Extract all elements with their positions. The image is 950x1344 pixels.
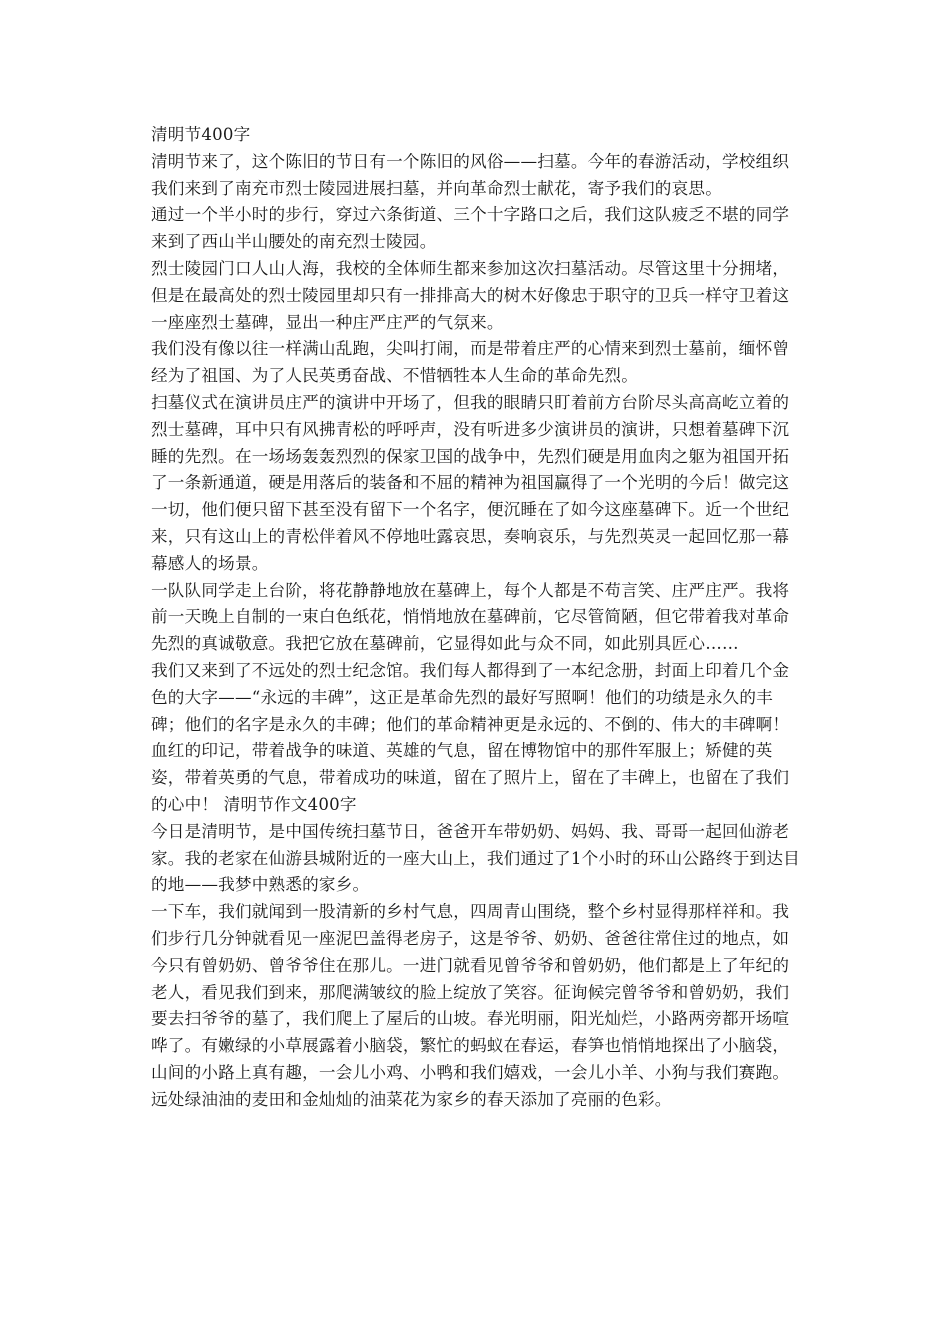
paragraph: 通过一个半小时的步行，穿过六条街道、三个十字路口之后，我们这队疲乏不堪的同学来到了西山半山腰处的南充烈士陵园。: [151, 205, 790, 252]
paragraph: 扫墓仪式在演讲员庄严的演讲中开场了，但我的眼睛只盯着前方台阶尽头高高屹立着的烈士墓碑，耳中只有风拂青松的呼呼声，没有听进多少演讲员的演讲，只想着墓碑下沉睡的先烈。在一场场轰轰烈烈的保家卫国的战争中，先烈们硬是用血肉之躯为祖国开拓了一条新通道，硬是用落后的装备和不屈的精神为祖国赢得了一个光明的今后！做完这一切，他们便只留下甚至没有留下一个名字，便沉睡在了如今这座墓碑下。近一个世纪来，只有这山上的青松伴着风不停地吐露哀思，奏响哀乐，与先烈英灵一起回忆那一幕幕感人的场景。: [151, 392, 790, 573]
document-title: 清明节400字: [151, 125, 251, 144]
paragraph: 我们又来到了不远处的烈士纪念馆。我们每人都得到了一本纪念册，封面上印着几个金色的大字——“永远的丰碑”，这正是革命先烈的最好写照啊！他们的功绩是永久的丰碑；他们的名字是永久的丰碑；他们的革命精神更是永远的、不倒的、伟大的丰碑啊！: [151, 660, 790, 734]
paragraph: 血红的印记，带着战争的味道、英雄的气息，留在博物馆中的那件军服上；矫健的英姿，带着英勇的气息，带着成功的味道，留在了照片上，留在了丰碑上，也留在了我们的心中！ 清明节作文400字: [151, 741, 790, 814]
paragraph: 烈士陵园门口人山人海，我校的全体师生都来参加这次扫墓活动。尽管这里十分拥堵，但是在最高处的烈士陵园里却只有一排排高大的树木好像忠于职守的卫兵一样守卫着这一座座烈士墓碑，显出一种庄严庄严的气氛来。: [151, 258, 790, 332]
paragraph: 家。我的老家在仙游县城附近的一座大山上，我们通过了1个小时的环山公路终于到达目的地——我梦中熟悉的家乡。: [151, 848, 800, 895]
paragraph: 清明节来了，这个陈旧的节日有一个陈旧的风俗——扫墓。今年的春游活动，学校组织我们来到了南充市烈士陵园进展扫墓，并向革命烈士献花，寄予我们的哀思。: [151, 151, 790, 198]
paragraph: 一下车，我们就闻到一股清新的乡村气息，四周青山围绕，整个乡村显得那样祥和。我们步行几分钟就看见一座泥巴盖得老房子，这是爷爷、奶奶、爸爸往常住过的地点，如今只有曾奶奶、曾爷爷住在那儿。一进门就看见曾爷爷和曾奶奶，他们都是上了年纪的老人，看见我们到来，那爬满皱纹的脸上绽放了笑容。征询候完曾爷爷和曾奶奶，我们要去扫爷爷的墓了，我们爬上了屋后的山坡。春光明丽，阳光灿烂，小路两旁都开场喧哗了。有嫩绿的小草展露着小脑袋，繁忙的蚂蚁在春运，春笋也悄悄地探出了小脑袋，山间的小路上真有趣，一会儿小鸡、小鸭和我们嬉戏，一会儿小羊、小狗与我们赛跑。远处绿油油的麦田和金灿灿的油菜花为家乡的春天添加了亮丽的色彩。: [151, 902, 790, 1109]
paragraph: 今日是清明节，是中国传统扫墓节日，爸爸开车带奶奶、妈妈、我、哥哥一起回仙游老: [151, 821, 790, 841]
paragraph: 一队队同学走上台阶，将花静静地放在墓碑上，每个人都是不苟言笑、庄严庄严。我将前一天晚上自制的一束白色纸花，悄悄地放在墓碑前，它尽管简陋，但它带着我对革命先烈的真诚敬意。我把它放在墓碑前，它显得如此与众不同，如此别具匠心……: [151, 580, 790, 654]
document-body: [151, 122, 802, 1113]
paragraph: 我们没有像以往一样满山乱跑，尖叫打闹，而是带着庄严的心情来到烈士墓前，缅怀曾经为了祖国、为了人民英勇奋战、不惜牺牲本人生命的革命先烈。: [151, 339, 790, 386]
